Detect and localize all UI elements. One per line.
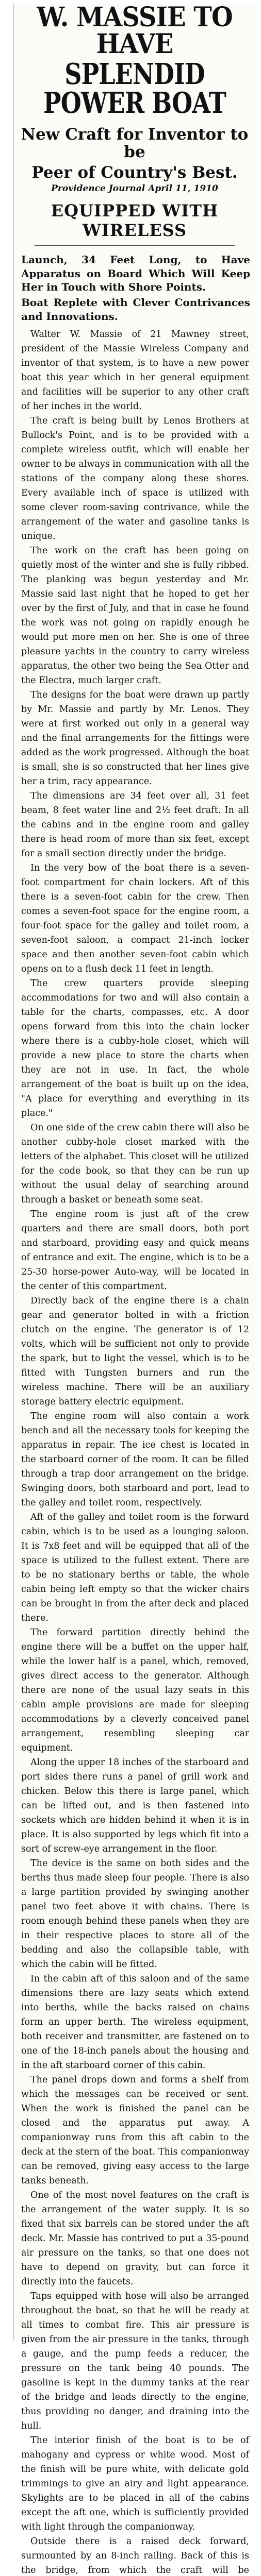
- body-paragraph: Outside there is a raised deck forward, surmounted by an 8-inch railing. Back of this is the bridge, from which the craft will be: [21, 2536, 249, 2576]
- subhead: EQUIPPED WITH WIRELESS: [51, 201, 219, 241]
- body-paragraph: In the very bow of the boat there is a seven-foot compartment for chain lockers. Aft of this there is a seven-foot cabin for the crew. Then comes a seven-foot space for the engine room, a four-foot space for the galley and toilet room, a seven-foot saloon, a compact 21-inch locker space and then another seven-foot cabin which opens on to a flush deck 11 feet in length.: [21, 863, 249, 975]
- dateline: Providence Journal April 11, 1910: [51, 183, 218, 194]
- headline-line-1: W. MASSIE TO HAVE: [37, 2, 233, 60]
- body-paragraph: The craft is being built by Lenos Brothers at Bullock's Point, and is to be provided with a complete wireless outfit, which will enable her owner to be always in communication with all the stations of the company along these shores. Every available inch of space is utilized with some clever room-saving contrivance, while the arrangement of the water and gasoline tanks is unique.: [21, 416, 249, 542]
- body-paragraph: Directly back of the engine there is a chain gear and generator bolted in with a friction clutch on the engine. The generator is of 12 volts, which will be sufficient not only to provide the spark, but to light the vessel, which is to be fitted with Tungsten burners and run the wireless machine. There will be an auxiliary storage battery electric equipment.: [21, 1296, 249, 1408]
- lede-paragraph-1: Launch, 34 Feet Long, to Have Apparatus on Board Which Will Keep Her in Touch with Shore Points.: [21, 253, 250, 294]
- divider: [35, 245, 235, 246]
- headline-line-2: SPLENDID POWER BOAT: [43, 57, 226, 120]
- body-paragraph: In the cabin aft of this saloon and of the same dimensions there are lazy seats which extend into berths, while the backs raised on chains form an upper berth. The wireless equipment, both receiver and transmitter, are fastened on to one of the 18-inch panels about the housing and in the aft starboard corner of this cabin.: [21, 1974, 249, 2071]
- body-paragraph: One of the most novel features on the craft is the arrangement of the water supply. It is so fixed that six barrels can be stored under the aft deck. Mr. Massie has contrived to put a 35-pound air pressure on the tanks, so that one does not have to depend on gravity, but can force it directly into the faucets.: [21, 2190, 249, 2287]
- body-paragraph: The dimensions are 34 feet over all, 31 feet beam, 8 feet water line and 2½ feet draft. In all the cabins and in the engine room and galley there is head room of more than six feet, except for a small section directly under the bridge.: [21, 791, 249, 859]
- newspaper-clipping: [13, 2, 255, 2576]
- body-paragraph: The device is the same on both sides and the berths thus made sleep four people. There is also a large partition provided by swinging another panel two feet above it with chains. There is room enough behind these panels when they are in their respective places to store all of the bedding and also the collapsible table, with which the cabin will be fitted.: [21, 1858, 249, 1970]
- body-paragraph: Walter W. Massie of 21 Mawney street, president of the Massie Wireless Company and inventor of that system, is to have a new power boat this year which in her general equipment and facilities will be superior to any other craft of her inches in the world.: [21, 329, 249, 412]
- lede-paragraph-2: Boat Replete with Clever Contrivances and Innovations.: [21, 296, 250, 323]
- body-paragraph: On one side of the crew cabin there will also be another cubby-hole closet marked with the letters of the alphabet. This closet will be utilized for the code book, so that they can be run up without the usual delay of searching around through a basket or beneath some seat.: [21, 1123, 249, 1206]
- body-paragraph: Taps equipped with hose will also be arranged throughout the boat, so that he will be ready at all times to combat fire. This air pressure is given from the air pressure in the tanks, through a gauge, and the pump feeds a reducer, the pressure on the tank being 40 pounds. The gasoline is kept in the dummy tanks at the rear of the bridge and leads directly to the engine, thus providing no danger, and draining into the hull.: [21, 2291, 249, 2432]
- lede: [14, 251, 255, 323]
- article-body: [14, 323, 255, 2576]
- deck-line-1: New Craft for Inventor to be: [21, 125, 249, 162]
- body-paragraph: The designs for the boat were drawn up partly by Mr. Massie and partly by Mr. Lenos. They were at first worked out only in a general way and the final arrangements for the fittings were added as the work progressed. Although the boat is small, she is so constructed that her lines give her a trim, racy appearance.: [21, 690, 249, 787]
- body-paragraph: The crew quarters provide sleeping accommodations for two and will also contain a table for the charts, compasses, etc. A door opens forward from this into the chain locker where there is a cubby-hole closet, which will provide a new place to store the charts when they are not in use. In fact, the whole arrangement of the boat is built up on the idea, "A place for everything and everything in its place.": [21, 978, 249, 1119]
- deck-line-2: Peer of Country's Best.: [31, 163, 238, 182]
- body-paragraph: The engine room will also contain a work bench and all the necessary tools for keeping the apparatus in repair. The ice chest is located in the starboard corner of the room. It can be filled through a trap door arrangement on the bridge. Swinging doors, both starboard and port, lead to the galley and toilet room, respectively.: [21, 1411, 249, 1509]
- body-paragraph: The work on the craft has been going on quietly most of the winter and she is fully ribbed. The planking was begun yesterday and Mr. Massie said last night that he hoped to get her over by the first of July, and that in case he found the work was not going on rapidly enough he would put more men on her. She is one of three pleasure yachts in the country to carry wireless apparatus, the other two being the Sea Otter and the Electra, much larger craft.: [21, 546, 249, 686]
- body-paragraph: The interior finish of the boat is to be of mahogany and cypress or white wood. Most of the finish will be pure white, with delicate gold trimmings to give an airy and light appearance. Skylights are to be placed in all of the cabins except the aft one, which is sufficiently provided with light through the companionway.: [21, 2435, 249, 2533]
- body-paragraph: The engine room is just aft of the crew quarters and there are small doors, both port and starboard, providing easy and quick means of entrance and exit. The engine, which is to be a 25-30 horse-power Auto-way, will be located in the center of this compartment.: [21, 1209, 249, 1292]
- body-paragraph: The panel drops down and forms a shelf from which the messages can be received or sent. When the work is finished the panel can be closed and the apparatus put away. A companionway runs from this aft cabin to the deck at the stern of the boat. This companionway can be removed, giving easy access to the large tanks beneath.: [21, 2075, 249, 2187]
- body-paragraph: Along the upper 18 inches of the starboard and port sides there runs a panel of grill work and chicken. Below this there is large panel, which can be lifted out, and is then fastened into sockets which are hidden behind it when it is in place. It is also supported by legs which fit into a sort of screw-eye arrangement in the floor.: [21, 1757, 249, 1855]
- body-paragraph: The forward partition directly behind the engine there will be a buffet on the upper half, while the lower half is a panel, which, removed, gives direct access to the generator. Although there are none of the usual lazy seats in this cabin ample provisions are made for sleeping accommodations by a cleverly conceived panel arrangement, resembling sleeping car equipment.: [21, 1628, 249, 1754]
- body-paragraph: Aft of the galley and toilet room is the forward cabin, which is to be used as a lounging saloon. It is 7x8 feet and will be equipped that all of the space is utilized to the fullest extent. There are to be no stationary berths or table, the whole cabin being left empty so that the wicker chairs can be brought in from the after deck and placed there.: [21, 1512, 249, 1624]
